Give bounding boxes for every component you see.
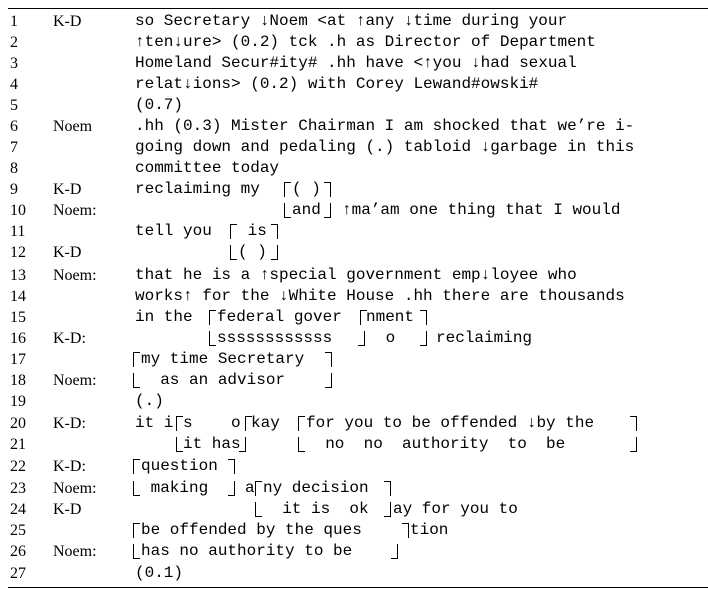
utterance-text: in the <box>135 308 193 326</box>
line-number: 22 <box>10 458 26 475</box>
overlap-close-bracket <box>384 502 391 517</box>
line-number: 16 <box>10 330 26 347</box>
overlap-segment: federal gover <box>217 308 342 326</box>
overlap-segment: has no authority to be <box>141 542 362 560</box>
overlap-close-bracket <box>228 481 235 496</box>
overlap-close-bracket <box>402 523 409 538</box>
overlap-segment: is <box>238 222 267 240</box>
speaker-label: Noem: <box>53 543 97 560</box>
utterance-text: Homeland Secur#ity# .hh have <↑you ↓had sexual <box>135 54 577 72</box>
overlap-segment: no no authority to be <box>306 435 585 453</box>
overlap-close-bracket <box>358 331 365 346</box>
transcript-line <box>0 32 708 53</box>
overlap-open-bracket <box>230 224 237 239</box>
overlap-segment: s o <box>183 414 241 432</box>
overlap-close-bracket <box>228 459 235 474</box>
transcript-line <box>0 265 708 286</box>
line-number: 3 <box>10 55 18 72</box>
transcript-line <box>0 53 708 74</box>
utterance-text: tion <box>410 521 449 539</box>
overlap-segment: making <box>141 479 218 497</box>
transcript-line <box>0 242 708 263</box>
utterance-text: relat↓ions> (0.2) with Corey Lewand#owski# <box>135 75 539 93</box>
overlap-close-bracket <box>271 245 278 260</box>
overlap-open-bracket <box>209 331 216 346</box>
overlap-segment: ny decision <box>263 479 369 497</box>
speaker-label: K-D: <box>53 415 86 432</box>
line-number: 14 <box>10 288 26 305</box>
utterance-text: reclaiming my <box>135 180 260 198</box>
transcript-line <box>0 349 708 370</box>
overlap-segment: be offended by the ques <box>141 521 362 539</box>
overlap-segment: and <box>292 201 321 219</box>
transcript-line <box>0 328 708 349</box>
transcript-line <box>0 179 708 200</box>
overlap-open-bracket <box>133 352 140 367</box>
line-number: 5 <box>10 97 18 114</box>
utterance-text: .hh (0.3) Mister Chairman I am shocked that we’re i- <box>135 117 635 135</box>
utterance-text: committee today <box>135 159 280 177</box>
transcript-line <box>0 520 708 541</box>
overlap-open-bracket <box>284 182 291 197</box>
transcript-line <box>0 541 708 562</box>
top-rule <box>8 8 708 9</box>
line-number: 8 <box>10 160 18 177</box>
transcript-line <box>0 286 708 307</box>
overlap-segment: question <box>141 457 218 475</box>
line-number: 23 <box>10 480 26 497</box>
overlap-close-bracket <box>420 310 427 325</box>
transcript-line <box>0 74 708 95</box>
overlap-close-bracket <box>391 544 398 559</box>
overlap-open-bracket <box>176 416 183 431</box>
utterance-text: going down and pedaling (.) tabloid ↓garbage in this <box>135 138 635 156</box>
transcript-line <box>0 478 708 499</box>
overlap-close-bracket <box>324 203 331 218</box>
speaker-label: K-D: <box>53 458 86 475</box>
utterance-text: ay for you to <box>393 500 518 518</box>
line-number: 12 <box>10 244 26 261</box>
transcript-line <box>0 456 708 477</box>
transcript-line <box>0 307 708 328</box>
overlap-open-bracket <box>133 459 140 474</box>
bottom-rule <box>8 587 708 588</box>
line-number: 7 <box>10 139 18 156</box>
transcript-line <box>0 11 708 32</box>
overlap-open-bracket <box>176 437 183 452</box>
line-number: 1 <box>10 13 18 30</box>
utterance-text: a <box>245 479 255 497</box>
line-number: 27 <box>10 565 26 582</box>
line-number: 11 <box>10 223 26 240</box>
transcript-line <box>0 116 708 137</box>
transcript-line <box>0 158 708 179</box>
speaker-label: K-D <box>53 13 82 30</box>
speaker-label: K-D <box>53 244 82 261</box>
transcript-line <box>0 391 708 412</box>
speaker-label: Noem: <box>53 202 97 219</box>
utterance-text: ↑ten↓ure> (0.2) tck .h as Director of Department <box>135 33 596 51</box>
overlap-segment: as an advisor <box>141 371 305 389</box>
line-number: 20 <box>10 415 26 432</box>
line-number: 24 <box>10 501 26 518</box>
transcript-line <box>0 137 708 158</box>
speaker-label: Noem <box>53 118 93 135</box>
overlap-close-bracket <box>630 416 637 431</box>
transcript-line <box>0 413 708 434</box>
speaker-label: Noem: <box>53 267 97 284</box>
overlap-close-bracket <box>325 352 332 367</box>
transcript-line <box>0 434 708 455</box>
overlap-close-bracket <box>239 437 246 452</box>
utterance-text: tell you <box>135 222 212 240</box>
pause-marker: (0.7) <box>135 96 184 114</box>
line-number: 4 <box>10 76 18 93</box>
overlap-close-bracket <box>324 182 331 197</box>
line-number: 21 <box>10 436 26 453</box>
line-number: 13 <box>10 267 26 284</box>
overlap-close-bracket <box>420 331 427 346</box>
utterance-text: that he is a ↑special government emp↓loyee who <box>135 266 577 284</box>
line-number: 9 <box>10 181 18 198</box>
line-number: 6 <box>10 118 18 135</box>
transcript-line <box>0 370 708 391</box>
line-number: 18 <box>10 372 26 389</box>
overlap-close-bracket <box>271 224 278 239</box>
transcript-line <box>0 499 708 520</box>
pause-marker: (0.1) <box>135 564 184 582</box>
overlap-segment: my time Secretary <box>141 350 305 368</box>
overlap-segment: kay <box>251 414 280 432</box>
line-number: 10 <box>10 202 26 219</box>
line-number: 19 <box>10 393 26 410</box>
overlap-segment: ssssssssssss <box>217 329 333 347</box>
overlap-open-bracket <box>298 416 305 431</box>
speaker-label: Noem: <box>53 372 97 389</box>
overlap-open-bracket <box>255 502 262 517</box>
overlap-close-bracket <box>384 481 391 496</box>
overlap-segment: ( ) <box>238 243 267 261</box>
overlap-segment: it is ok <box>263 500 369 518</box>
overlap-segment: nment <box>366 308 415 326</box>
overlap-open-bracket <box>133 544 140 559</box>
overlap-open-bracket <box>133 373 140 388</box>
transcript-line <box>0 221 708 242</box>
utterance-text: it i <box>135 414 174 432</box>
overlap-open-bracket <box>284 203 291 218</box>
line-number: 17 <box>10 351 26 368</box>
overlap-close-bracket <box>325 373 332 388</box>
transcript-line <box>0 200 708 221</box>
line-number: 25 <box>10 522 26 539</box>
overlap-open-bracket <box>209 310 216 325</box>
overlap-open-bracket <box>133 481 140 496</box>
overlap-open-bracket <box>133 523 140 538</box>
line-number: 15 <box>10 309 26 326</box>
speaker-label: K-D <box>53 181 82 198</box>
overlap-segment: ( ) <box>292 180 321 198</box>
overlap-segment: o <box>376 329 405 347</box>
overlap-close-bracket <box>630 437 637 452</box>
pause-marker: (.) <box>135 392 164 410</box>
overlap-segment: for you to be offended ↓by the <box>306 414 595 432</box>
utterance-text: reclaiming <box>436 329 533 347</box>
utterance-text: ↑ma’am one thing that I would <box>342 201 621 219</box>
transcript-line <box>0 95 708 116</box>
utterance-text: works↑ for the ↓White House .hh there are thousands <box>135 287 625 305</box>
overlap-open-bracket <box>298 437 305 452</box>
line-number: 2 <box>10 34 18 51</box>
utterance-text: so Secretary ↓Noem <at ↑any ↓time during your <box>135 12 568 30</box>
speaker-label: K-D <box>53 501 82 518</box>
speaker-label: Noem: <box>53 480 97 497</box>
speaker-label: K-D: <box>53 330 86 347</box>
line-number: 26 <box>10 543 26 560</box>
transcript-line <box>0 563 708 584</box>
overlap-open-bracket <box>255 481 262 496</box>
overlap-segment: it has <box>183 435 241 453</box>
overlap-open-bracket <box>230 245 237 260</box>
